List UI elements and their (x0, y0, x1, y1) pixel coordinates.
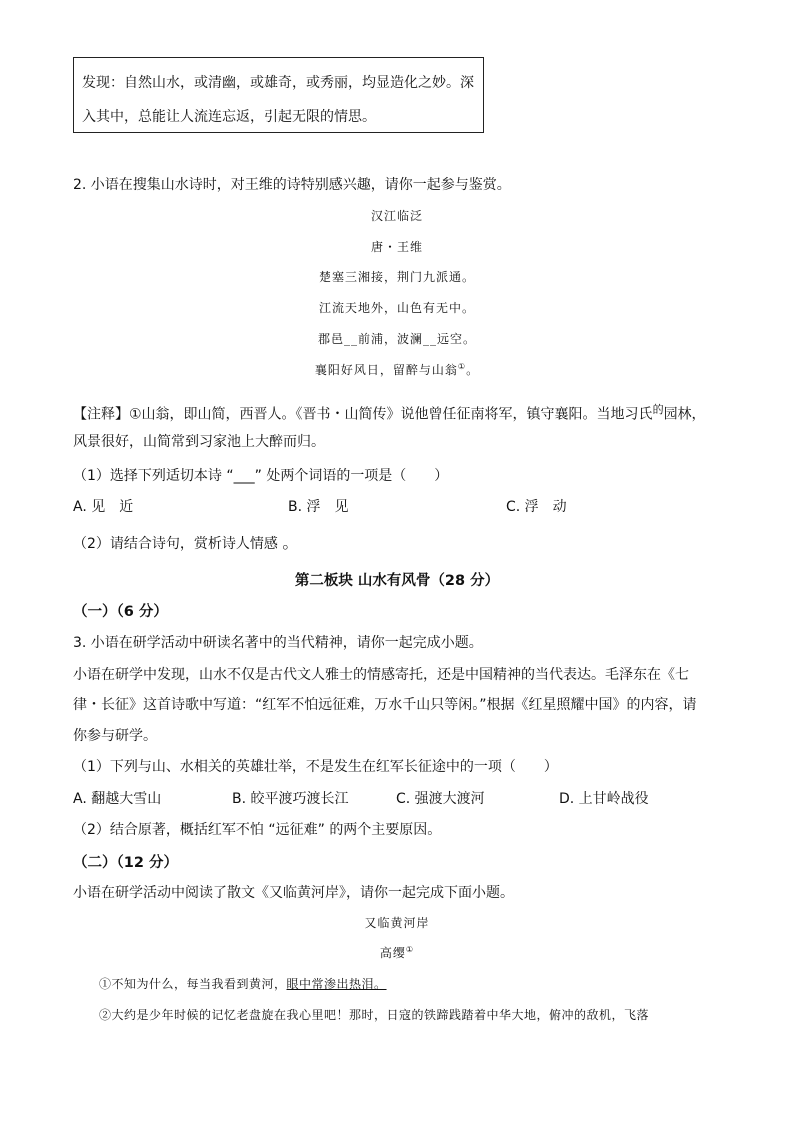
q3-option-b: B. 皎平渡巧渡长江 (232, 791, 349, 807)
q2-sub1: （1）选择下列适切本诗 “___” 处两个词语的一项是（ ） (73, 468, 449, 484)
q2-option-a: A. 见 近 (73, 499, 134, 515)
discovery-line-1: 发现：自然山水，或清幽，或雄奇，或秀丽，均显造化之妙。深 (82, 75, 474, 91)
note-line-1-end: 园林， (663, 406, 706, 423)
discovery-box (73, 57, 484, 133)
essay-author-note: ① (405, 945, 415, 954)
essay-author (0, 944, 794, 961)
q3-stem: 3. 小语在研学活动中研读名著中的当代精神，请你一起完成小题。 (73, 635, 483, 651)
part2-heading: （二）（12 分） (73, 855, 178, 871)
note-line-2: 风景很好，山简常到习家池上大醉而归。 (73, 434, 325, 450)
q3-sub2: （2）结合原著，概括红军不怕 “远征难” 的两个主要原因。 (73, 822, 442, 838)
q3-para-line-3: 你参与研学。 (73, 728, 157, 744)
poem-author: 唐・王维 (370, 240, 423, 254)
section2-part1: （一）（6 分） (73, 604, 168, 620)
q3-option-a: A. 翻越大雪山 (73, 791, 162, 807)
q3-option-c: C. 强渡大渡河 (396, 791, 485, 807)
q3-para-line-2: 律・长征》这首诗歌中写道：“红军不怕远征难，万水千山只等闲。”根据《红星照耀中国》的内容，请 (73, 697, 697, 713)
q2-option-b: B. 浮 见 (288, 499, 349, 515)
poem-line-1: 楚塞三湘接，荆门九派通。 (318, 270, 475, 284)
section2-heading: 第二板块 山水有风骨（28 分） (294, 573, 500, 589)
discovery-line-2: 入其中，总能让人流连忘返，引起无限的情思。 (82, 109, 376, 125)
q2-sub2 (73, 530, 298, 553)
q2-option-c: C. 浮 动 (506, 499, 567, 515)
q3-para-line-1: 小语在研学中发现，山水不仅是古代文人雅士的情感寄托，还是中国精神的当代表达。毛泽东在《七 (73, 667, 689, 683)
poem-line-4-text: 襄阳好风日，留醉与山翁 (314, 363, 458, 377)
essay-p1-text: ①不知为什么，每当我看到黄河， (99, 977, 287, 991)
part2-intro: 小语在研学活动中阅读了散文《又临黄河岸》，请你一起完成下面小题。 (73, 885, 514, 901)
essay-p1-underlined: 眼中常渗出热泪。 (286, 977, 387, 991)
note-line-1 (73, 401, 706, 424)
q2-stem: 2. 小语在搜集山水诗时，对王维的诗特别感兴趣，请你一起参与鉴赏。 (73, 177, 511, 193)
essay-title: 又临黄河岸 (364, 916, 430, 930)
poem-note-mark: ① (457, 362, 467, 371)
poem-title: 汉江临泛 (370, 209, 423, 223)
poem-line-4 (0, 361, 794, 378)
q2-sub2-text: （2）请结合诗句，赏析诗人情感 (73, 536, 278, 552)
q2-sub2-end: 。 (282, 533, 299, 552)
poem-line-4-end: 。 (466, 363, 480, 377)
q3-sub1: （1）下列与山、水相关的英雄壮举，不是发生在红军长征途中的一项（ ） (73, 759, 558, 775)
essay-paragraph-1 (99, 975, 387, 992)
q3-option-d: D. 上甘岭战役 (559, 791, 649, 807)
essay-paragraph-2: ②大约是少年时候的记忆老盘旋在我心里吧！那时，日寇的铁蹄践踏着中华大地，俯冲的敌机，飞落 (99, 1008, 650, 1022)
poem-line-3: 郡邑__前浦，波澜__远空。 (317, 332, 476, 346)
note-line-1-text: 【注释】①山翁，即山简，西晋人。《晋书・山简传》说他曾任征南将军，镇守襄阳。当地习氏 (73, 406, 653, 423)
note-de: 的 (652, 403, 664, 416)
poem-line-2: 江流天地外，山色有无中。 (318, 301, 475, 315)
essay-author-name: 高缨 (379, 946, 406, 960)
